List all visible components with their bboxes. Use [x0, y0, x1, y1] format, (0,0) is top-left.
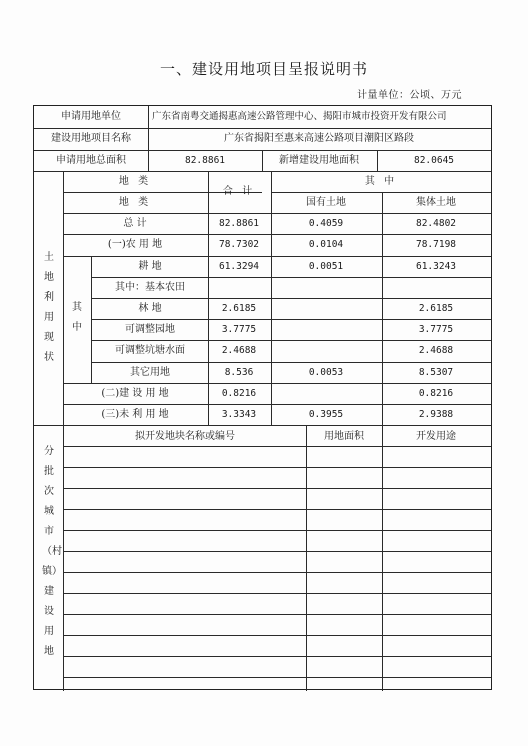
- rule: [63, 551, 491, 552]
- row-label: 其它用地: [130, 367, 170, 378]
- rule: [63, 256, 491, 257]
- plot-use-header: 开发用途: [416, 431, 456, 442]
- plot-name-header: 拟开发地块名称或编号: [135, 431, 235, 442]
- total-column-header: 合 计: [222, 186, 256, 197]
- rule: [34, 128, 491, 129]
- rule: [262, 150, 263, 171]
- row-label: 总 计: [123, 218, 147, 229]
- row-collective-land: 0.8216: [418, 388, 454, 399]
- row-label: 可调整园地: [125, 324, 175, 335]
- applicant-value: 广东省南粤交通揭惠高速公路管理中心、揭阳市城市投资开发有限公司: [152, 111, 447, 122]
- rule: [63, 171, 64, 691]
- row-total: 2.4688: [221, 345, 257, 356]
- total-area-value: 82.8861: [184, 155, 226, 166]
- row-collective-land: 78.7198: [415, 239, 457, 250]
- new-area-label: 新增建设用地面积: [279, 155, 359, 166]
- row-state-land: 0.0104: [308, 239, 344, 250]
- rule: [63, 446, 491, 447]
- rule: [63, 656, 491, 657]
- row-state-land: 0.3955: [308, 409, 344, 420]
- row-total: 2.6185: [221, 303, 257, 314]
- rule: [63, 383, 491, 384]
- row-collective-land: 61.3243: [415, 261, 457, 272]
- row-total: 82.8861: [218, 218, 260, 229]
- row-label: (二)建 设 用 地: [101, 388, 169, 399]
- rule: [63, 509, 491, 510]
- row-label: (三)未 利 用 地: [101, 409, 169, 420]
- land-use-form: [33, 105, 492, 690]
- row-collective-land: 2.9388: [418, 409, 454, 420]
- category-header: 地 类: [118, 176, 152, 187]
- rule: [382, 425, 383, 691]
- project-name-label: 建设用地项目名称: [51, 133, 131, 144]
- rule: [91, 277, 491, 278]
- row-label: 其中：基本农田: [115, 282, 185, 293]
- rule: [148, 150, 149, 171]
- rule: [63, 635, 491, 636]
- sub-column-label: 其中: [72, 302, 82, 333]
- rule: [34, 171, 491, 172]
- row-total: 78.7302: [218, 239, 260, 250]
- row-collective-land: 3.7775: [418, 324, 454, 335]
- row-collective-land: 2.4688: [418, 345, 454, 356]
- collective-land-header: 集体土地: [416, 197, 456, 208]
- rule: [91, 340, 491, 341]
- rule: [271, 192, 491, 193]
- row-state-land: 0.0053: [308, 367, 344, 378]
- rule: [377, 150, 378, 171]
- row-total: 8.536: [224, 367, 254, 378]
- plot-area-header: 用地面积: [324, 431, 364, 442]
- row-label: 耕 地: [138, 261, 162, 272]
- rule: [63, 467, 491, 468]
- category-header-2: 地 类: [118, 197, 152, 208]
- state-land-header: 国有土地: [306, 197, 346, 208]
- row-collective-land: 82.4802: [415, 218, 457, 229]
- project-name-value: 广东省揭阳至惠来高速公路项目潮阳区路段: [224, 133, 414, 144]
- rule: [63, 593, 491, 594]
- rule: [91, 362, 491, 363]
- row-collective-land: 8.5307: [418, 367, 454, 378]
- rule: [63, 572, 491, 573]
- rule: [63, 404, 491, 405]
- rule: [306, 425, 307, 691]
- batch-section-label: 分批次城市（村镇）建设用地: [42, 446, 62, 657]
- row-label: 可调整坑塘水面: [115, 345, 185, 356]
- rule: [148, 128, 149, 150]
- row-total: 61.3294: [218, 261, 260, 272]
- row-label: (一)农 用 地: [107, 239, 163, 250]
- row-total: 3.7775: [221, 324, 257, 335]
- rule: [148, 106, 149, 128]
- rule: [208, 171, 209, 425]
- document-title: 一、建设用地项目呈报说明书: [159, 60, 368, 78]
- row-state-land: 0.0051: [308, 261, 344, 272]
- row-total: 0.8216: [221, 388, 257, 399]
- rule: [382, 192, 383, 425]
- row-collective-land: 2.6185: [418, 303, 454, 314]
- land-use-section-label: 土地利用现状: [44, 252, 54, 363]
- rule: [63, 614, 491, 615]
- rule: [63, 234, 491, 235]
- rule: [91, 298, 491, 299]
- row-total: 3.3343: [221, 409, 257, 420]
- rule: [91, 256, 92, 383]
- row-label: 林 地: [138, 303, 162, 314]
- rule: [91, 319, 491, 320]
- rule: [63, 530, 491, 531]
- rule: [63, 488, 491, 489]
- rule: [34, 425, 491, 426]
- rule: [63, 213, 491, 214]
- rule: [63, 677, 491, 678]
- rule: [271, 171, 272, 425]
- total-area-label: 申请用地总面积: [56, 155, 126, 166]
- row-state-land: 0.4059: [308, 218, 344, 229]
- new-area-value: 82.0645: [413, 155, 455, 166]
- unit-note: 计量单位：公顷、万元: [357, 90, 462, 101]
- applicant-label: 申请用地单位: [61, 111, 121, 122]
- of-which-header: 其 中: [364, 176, 398, 187]
